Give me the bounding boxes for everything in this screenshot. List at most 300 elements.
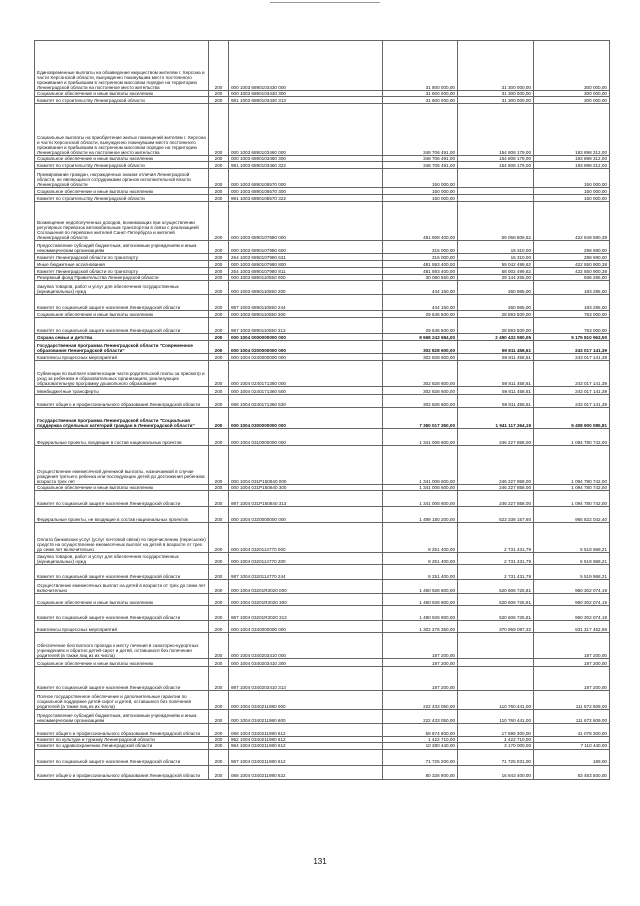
- row-remaining-amount: 1 094 780 742,00: [534, 429, 610, 446]
- table-row: [35, 202, 610, 241]
- table-row: [35, 633, 610, 659]
- row-executed-amount: 71 725 031,00: [458, 749, 534, 765]
- row-remaining-amount: 187 200,00: [534, 633, 610, 659]
- table-row: [35, 195, 610, 202]
- row-executed-amount: 16 310,00: [458, 241, 534, 254]
- row-name: Комитет по социальной защите населения Ленинградской области: [35, 667, 209, 691]
- row-remaining-amount: 150 000,00: [534, 169, 610, 188]
- row-name: Комитет по строительству Ленинградской области: [35, 97, 209, 104]
- table-row: [35, 580, 610, 594]
- row-executed-amount: 520 606 725,81: [458, 606, 534, 621]
- row-classification-code: 981 1003 6890103460 322: [229, 162, 383, 169]
- table-row: [35, 749, 610, 765]
- row-name: Комитет по социальной защите населения Ленинградской области: [35, 565, 209, 580]
- row-line-code: 200: [209, 507, 229, 523]
- row-name: Иные бюджетные ассигнования: [35, 261, 209, 268]
- table-row: [35, 241, 610, 254]
- row-approved-amount: 187 200,00: [383, 659, 458, 667]
- table-row: [35, 594, 610, 606]
- row-approved-amount: 302 828 600,00: [383, 361, 458, 387]
- row-approved-amount: 1 341 008 600,00: [383, 446, 458, 485]
- row-name: Закупка товаров, работ и услуг для обеспечения государственных (муниципальных) нужд: [35, 553, 209, 565]
- row-executed-amount: 520 606 725,81: [458, 594, 534, 606]
- row-classification-code: 000 1003 6890110550 200: [229, 281, 383, 295]
- row-remaining-amount: 187 200,00: [534, 659, 610, 667]
- row-classification-code: 000 1004 0000000000 000: [229, 334, 383, 341]
- row-approved-amount: 187 200,00: [383, 667, 458, 691]
- row-line-code: 200: [209, 104, 229, 156]
- row-classification-code: 000 1004 03201R3020 000: [229, 580, 383, 594]
- row-name: Комплексы процессных мероприятий: [35, 354, 209, 361]
- row-line-code: 200: [209, 41, 229, 91]
- row-remaining-amount: 243 017 141,39: [534, 361, 610, 387]
- row-remaining-amount: 298 690,00: [534, 241, 610, 254]
- row-classification-code: 000 1004 03201R3020 300: [229, 594, 383, 606]
- row-remaining-amount: 193 898 312,00: [534, 162, 610, 169]
- row-remaining-amount: 422 849 590,38: [534, 202, 610, 241]
- row-line-code: 200: [209, 188, 229, 195]
- row-name: Социальное обеспечение и иные выплаты населению: [35, 659, 209, 667]
- row-executed-amount: 370 959 097,32: [458, 621, 534, 633]
- row-approved-amount: 7 350 017 350,00: [383, 408, 458, 429]
- row-classification-code: 000 1003 6890103430 000: [229, 41, 383, 91]
- row-remaining-amount: 150 000,00: [534, 188, 610, 195]
- row-line-code: 200: [209, 281, 229, 295]
- row-line-code: 200: [209, 354, 229, 361]
- row-classification-code: 981 1003 6890105570 322: [229, 195, 383, 202]
- row-line-code: 200: [209, 408, 229, 429]
- table-row: [35, 162, 610, 169]
- row-approved-amount: 29 646 500,00: [383, 318, 458, 334]
- row-name: Охрана семьи и детства: [35, 334, 209, 341]
- table-row: [35, 41, 610, 91]
- row-approved-amount: 150 000,00: [383, 188, 458, 195]
- table-row: [35, 491, 610, 507]
- row-executed-amount: 246 227 858,00: [458, 429, 534, 446]
- row-line-code: 200: [209, 737, 229, 743]
- top-rule: [270, 2, 380, 3]
- row-line-code: 200: [209, 261, 229, 268]
- row-line-code: 200: [209, 523, 229, 553]
- row-executed-amount: 29 144 265,00: [458, 275, 534, 281]
- row-line-code: 200: [209, 361, 229, 387]
- row-classification-code: 068 1004 0240171360 530: [229, 395, 383, 408]
- row-classification-code: 000 1003 6890110550 000: [229, 275, 383, 281]
- table-row: [35, 334, 610, 341]
- table-row: [35, 553, 610, 565]
- row-remaining-amount: 243 017 141,39: [534, 395, 610, 408]
- row-approved-amount: 444 150,00: [383, 295, 458, 311]
- row-name: Предоставление субсидий бюджетным, автономным учреждениям и иным некоммерческим организациям: [35, 710, 209, 724]
- row-name: Субвенции по выплате компенсации части родительской платы за присмотр и уход за ребенком в образовательных организациях, реализующих образовательную программу дошкольного образования: [35, 361, 209, 387]
- row-name: Оплата банковских услуг (услуг почтовой связи) по перечислению (пересылке) средств на осуществление ежемесячных выплат на детей в возрасте от трех до семи лет включительно: [35, 523, 209, 553]
- row-line-code: 200: [209, 318, 229, 334]
- row-classification-code: 000 1003 6890110550 300: [229, 311, 383, 318]
- row-remaining-amount: 965 822 042,40: [534, 507, 610, 523]
- row-approved-amount: 1 422 710,00: [383, 737, 458, 743]
- row-line-code: 200: [209, 241, 229, 254]
- row-name: Возмещение недополученных доходов, возникающих при осуществлении регулярных перевозок автомобильным транспортом в связи с реализацией Соглашения по перевозке жителей Санкт-Петербурга и жителей Ленинградской области: [35, 202, 209, 241]
- row-approved-amount: 348 706 491,00: [383, 162, 458, 169]
- row-line-code: 200: [209, 621, 229, 633]
- row-classification-code: 000 1004 0340203410 300: [229, 659, 383, 667]
- row-approved-amount: 29 646 500,00: [383, 311, 458, 318]
- table-row: [35, 281, 610, 295]
- row-name: Социальное обеспечение и иные выплаты населению: [35, 91, 209, 97]
- row-classification-code: 000 1003 6890107980 600: [229, 241, 383, 254]
- row-classification-code: 000 1003 6890103430 300: [229, 91, 383, 97]
- row-remaining-amount: 7 110 440,00: [534, 743, 610, 749]
- table-row: [35, 318, 610, 334]
- row-approved-amount: 1 341 008 600,00: [383, 491, 458, 507]
- row-classification-code: 000 1003 6890105570 000: [229, 169, 383, 188]
- row-line-code: 200: [209, 765, 229, 779]
- row-approved-amount: 8 668 243 684,00: [383, 334, 458, 341]
- row-remaining-amount: 5 408 900 085,81: [534, 408, 610, 429]
- row-remaining-amount: 1 094 780 742,00: [534, 446, 610, 485]
- row-executed-amount: 59 811 458,61: [458, 395, 534, 408]
- row-executed-amount: 59 811 458,61: [458, 387, 534, 395]
- row-classification-code: 987 1003 6890110550 244: [229, 295, 383, 311]
- row-line-code: 200: [209, 97, 229, 104]
- row-approved-amount: 302 828 600,00: [383, 395, 458, 408]
- row-name: Федеральные проекты, входящие в состав национальных проектов: [35, 429, 209, 446]
- row-classification-code: 000 1003 6890103460 300: [229, 156, 383, 162]
- row-remaining-amount: 1 094 780 742,00: [534, 491, 610, 507]
- row-remaining-amount: 150 000,00: [534, 195, 610, 202]
- row-executed-amount: 58 002 499,62: [458, 268, 534, 275]
- row-line-code: 200: [209, 446, 229, 485]
- row-approved-amount: 302 828 600,00: [383, 387, 458, 395]
- row-executed-amount: 59 811 458,61: [458, 341, 534, 354]
- row-name: Комитет общего и профессионального образования Ленинградской области: [35, 765, 209, 779]
- row-name: Единовременные выплаты на обзаведение имуществом жителям г. Херсона и части Херсонской области, вынужденно покинувшим место постоянного проживания и прибывшим в экстренном массовом порядке на территорию Ленинградской области на постоянное место жительства: [35, 41, 209, 91]
- row-line-code: 200: [209, 311, 229, 318]
- row-remaining-amount: 111 672 609,00: [534, 710, 610, 724]
- row-name: Резервный фонд Правительства Ленинградской области: [35, 275, 209, 281]
- row-approved-amount: 481 908 400,00: [383, 202, 458, 241]
- row-approved-amount: 80 326 900,00: [383, 765, 458, 779]
- table-row: [35, 621, 610, 633]
- row-executed-amount: 154 808 179,00: [458, 156, 534, 162]
- row-name: Осуществление ежемесячной денежной выплаты, назначаемой в случае рождения третьего ребенка или последующих детей до достижения ребенком возраста трех лет: [35, 446, 209, 485]
- row-executed-amount: 59 811 458,61: [458, 354, 534, 361]
- table-row: [35, 395, 610, 408]
- row-line-code: 200: [209, 606, 229, 621]
- row-executed-amount: 110 760 441,00: [458, 691, 534, 710]
- row-line-code: 200: [209, 334, 229, 341]
- row-remaining-amount: 5 519 968,21: [534, 523, 610, 553]
- row-remaining-amount: 936 285,00: [534, 275, 610, 281]
- row-remaining-amount: 300 000,00: [534, 97, 610, 104]
- row-approved-amount: 10 280 440,00: [383, 743, 458, 749]
- row-line-code: 200: [209, 710, 229, 724]
- table-row: [35, 691, 610, 710]
- row-approved-amount: 1 302 276 350,00: [383, 621, 458, 633]
- row-line-code: 200: [209, 341, 229, 354]
- row-name: Социальное обеспечение и иные выплаты населению: [35, 156, 209, 162]
- table-row: [35, 254, 610, 261]
- row-name: Комплексы процессных мероприятий: [35, 621, 209, 633]
- row-classification-code: 000 1003 6890107980 800: [229, 261, 383, 268]
- row-executed-amount: 59 811 458,61: [458, 361, 534, 387]
- row-approved-amount: 222 433 050,00: [383, 710, 458, 724]
- row-line-code: 200: [209, 633, 229, 659]
- table-row: [35, 311, 610, 318]
- row-classification-code: 000 1004 0300000000 000: [229, 408, 383, 429]
- row-approved-amount: 31 600 000,00: [383, 97, 458, 104]
- row-executed-amount: 1 941 117 264,19: [458, 408, 534, 429]
- row-classification-code: 000 1004 0320114770 200: [229, 553, 383, 565]
- row-name: Социальное обеспечение и иные выплаты населению: [35, 311, 209, 318]
- row-line-code: 200: [209, 667, 229, 691]
- row-line-code: 200: [209, 553, 229, 565]
- row-executed-amount: 520 606 725,81: [458, 580, 534, 594]
- row-line-code: 200: [209, 491, 229, 507]
- row-classification-code: 962 1004 0340211980 612: [229, 737, 383, 743]
- row-name: Обеспечение бесплатного проезда к месту лечения в санаторно-курортных учреждениях и обратно детей-сирот и детей, оставшихся без попечения родителей (в также лиц из их числа): [35, 633, 209, 659]
- row-approved-amount: 444 150,00: [383, 281, 458, 295]
- row-name: Комитет по строительству Ленинградской области: [35, 162, 209, 169]
- table-row: [35, 268, 610, 275]
- row-classification-code: 987 1004 031P150840 313: [229, 491, 383, 507]
- table-row: [35, 104, 610, 156]
- row-executed-amount: 16 310,00: [458, 254, 534, 261]
- row-executed-amount: 31 300 000,00: [458, 41, 534, 91]
- row-approved-amount: 150 000,00: [383, 169, 458, 188]
- row-classification-code: 000 1004 0310000000 000: [229, 429, 383, 446]
- table-row: [35, 354, 610, 361]
- row-executed-amount: 31 300 000,00: [458, 97, 534, 104]
- row-approved-amount: 31 800 000,00: [383, 41, 458, 91]
- row-classification-code: 000 1003 6890107980 000: [229, 202, 383, 241]
- row-name: Межбюджетные трансферты: [35, 387, 209, 395]
- row-approved-amount: 1 489 180 200,00: [383, 507, 458, 523]
- table-row: [35, 724, 610, 737]
- row-executed-amount: 2 731 431,79: [458, 565, 534, 580]
- row-executed-amount: 246 227 858,00: [458, 446, 534, 485]
- row-executed-amount: 59 058 809,62: [458, 202, 534, 241]
- row-approved-amount: 481 593 400,00: [383, 268, 458, 275]
- row-executed-amount: 110 760 441,00: [458, 710, 534, 724]
- row-name: Комитет Ленинградской области по транспорту: [35, 268, 209, 275]
- row-executed-amount: 260 865,00: [458, 281, 534, 295]
- row-classification-code: 000 1004 0200000000 000: [229, 341, 383, 354]
- row-approved-amount: 8 251 400,00: [383, 565, 458, 580]
- table-row: [35, 387, 610, 395]
- row-name: Социальное обеспечение и иные выплаты населению: [35, 188, 209, 195]
- table-row: [35, 710, 610, 724]
- row-classification-code: 068 1004 0340211980 612: [229, 724, 383, 737]
- row-remaining-amount: 243 017 141,39: [534, 341, 610, 354]
- row-name: Комитет общего и профессионального образования Ленинградской области: [35, 395, 209, 408]
- table-row: [35, 261, 610, 268]
- row-classification-code: 987 1004 0320114770 244: [229, 565, 383, 580]
- row-executed-amount: 2 731 431,79: [458, 523, 534, 553]
- row-approved-amount: 71 725 200,00: [383, 749, 458, 765]
- row-line-code: 200: [209, 91, 229, 97]
- row-line-code: 200: [209, 580, 229, 594]
- row-remaining-amount: 960 302 074,19: [534, 594, 610, 606]
- row-remaining-amount: 753 000,00: [534, 318, 610, 334]
- row-remaining-amount: 243 017 141,39: [534, 354, 610, 361]
- row-classification-code: 068 1004 0340211980 622: [229, 765, 383, 779]
- row-name: Комитет по строительству Ленинградской области: [35, 195, 209, 202]
- row-remaining-amount: 183 285,00: [534, 281, 610, 295]
- row-remaining-amount: 300 000,00: [534, 91, 610, 97]
- table-row: [35, 606, 610, 621]
- row-remaining-amount: 422 550 900,38: [534, 261, 610, 268]
- row-approved-amount: 315 000,00: [383, 241, 458, 254]
- row-name: Социальные выплаты на приобретение жилых помещений жителям г. Херсона и части Херсонской области, вынужденно покинувшим место постоянного проживания и прибывшим в экстренном массовом порядке на территорию Ленинградской области на постоянное место жительства: [35, 104, 209, 156]
- row-remaining-amount: 243 017 141,39: [534, 387, 610, 395]
- row-approved-amount: 150 000,00: [383, 195, 458, 202]
- row-name: Государственная программа Ленинградской области "Социальная поддержка отдельных категорий граждан в Ленинградской области": [35, 408, 209, 429]
- row-classification-code: 987 1004 0340203410 313: [229, 667, 383, 691]
- row-executed-amount: 31 300 000,00: [458, 91, 534, 97]
- row-name: Социальное обеспечение и иные выплаты населению: [35, 594, 209, 606]
- row-executed-amount: 246 227 858,00: [458, 485, 534, 491]
- table-row: [35, 659, 610, 667]
- row-name: Комитет общего и профессионального образования Ленинградской области: [35, 724, 209, 737]
- row-approved-amount: 30 080 550,00: [383, 275, 458, 281]
- row-name: Осуществление ежемесячных выплат на детей в возрасте от трех до семи лет включительно: [35, 580, 209, 594]
- row-executed-amount: 17 596 300,00: [458, 724, 534, 737]
- row-executed-amount: [458, 667, 534, 691]
- row-line-code: 200: [209, 169, 229, 188]
- row-executed-amount: [458, 195, 534, 202]
- row-approved-amount: 8 251 400,00: [383, 553, 458, 565]
- row-executed-amount: 154 808 179,00: [458, 162, 534, 169]
- row-approved-amount: 1 480 928 800,00: [383, 580, 458, 594]
- row-executed-amount: 1 422 710,00: [458, 737, 534, 743]
- row-classification-code: 000 1004 031P150840 300: [229, 485, 383, 491]
- row-approved-amount: 1 341 008 600,00: [383, 429, 458, 446]
- row-remaining-amount: 5 175 810 963,50: [534, 334, 610, 341]
- row-classification-code: 000 1004 0340211980 000: [229, 691, 383, 710]
- row-name: Комитет по социальной защите населения Ленинградской области: [35, 491, 209, 507]
- table-row: [35, 429, 610, 446]
- row-remaining-amount: 931 317 452,68: [534, 621, 610, 633]
- row-name: Комитет по социальной защите населения Ленинградской области: [35, 606, 209, 621]
- row-classification-code: 981 1003 6890103430 313: [229, 97, 383, 104]
- row-executed-amount: 16 843 400,00: [458, 765, 534, 779]
- row-executed-amount: 260 865,00: [458, 295, 534, 311]
- row-name: Предоставление субсидий бюджетным, автономным учреждениям и иным некоммерческим организациям: [35, 241, 209, 254]
- row-line-code: 200: [209, 387, 229, 395]
- row-executed-amount: 246 227 858,00: [458, 491, 534, 507]
- table-row: [35, 667, 610, 691]
- row-classification-code: 000 1004 0240171360 500: [229, 387, 383, 395]
- row-approved-amount: 348 706 491,00: [383, 104, 458, 156]
- row-classification-code: 000 1003 6890105570 300: [229, 188, 383, 195]
- row-name: Социальное обеспечение и иные выплаты населению: [35, 485, 209, 491]
- row-line-code: 200: [209, 749, 229, 765]
- table-row: [35, 408, 610, 429]
- row-executed-amount: 28 893 500,00: [458, 311, 534, 318]
- table-row: [35, 507, 610, 523]
- row-line-code: 200: [209, 275, 229, 281]
- row-remaining-amount: 187 200,00: [534, 667, 610, 691]
- row-name: Государственная программа Ленинградской области "Современное образование Ленинградской области": [35, 341, 209, 354]
- row-line-code: 200: [209, 485, 229, 491]
- row-executed-amount: 3 170 000,00: [458, 743, 534, 749]
- row-line-code: 200: [209, 195, 229, 202]
- row-line-code: 200: [209, 565, 229, 580]
- row-remaining-amount: 960 302 074,19: [534, 580, 610, 594]
- row-remaining-amount: 960 302 074,19: [534, 606, 610, 621]
- table-row: [35, 523, 610, 553]
- table-row: [35, 169, 610, 188]
- row-classification-code: 000 1003 6890103460 000: [229, 104, 383, 156]
- row-name: Комитет Ленинградской области по транспорту: [35, 254, 209, 261]
- row-remaining-amount: 111 672 609,00: [534, 691, 610, 710]
- row-name: Комитет по культуре и туризму Ленинградской области: [35, 737, 209, 743]
- row-name: Премирование граждан, награжденных знаком отличия Ленинградской области, не являющихся сотрудниками органов исполнительной власти Ленинградской области: [35, 169, 209, 188]
- row-classification-code: 000 1004 0320000000 000: [229, 507, 383, 523]
- row-line-code: 200: [209, 743, 229, 749]
- row-approved-amount: 58 674 600,00: [383, 724, 458, 737]
- table-row: [35, 765, 610, 779]
- row-approved-amount: 1 480 928 800,00: [383, 594, 458, 606]
- row-approved-amount: 31 600 000,00: [383, 91, 458, 97]
- row-name: Комитет по социальной защите населения Ленинградской области: [35, 749, 209, 765]
- table-row: [35, 295, 610, 311]
- row-approved-amount: 8 251 400,00: [383, 523, 458, 553]
- row-line-code: 200: [209, 691, 229, 710]
- row-name: Закупка товаров, работ и услуг для обеспечения государственных (муниципальных) нужд: [35, 281, 209, 295]
- table-row: [35, 361, 610, 387]
- row-name: Федеральные проекты, не входящие в состав национальных проектов: [35, 507, 209, 523]
- row-approved-amount: 187 200,00: [383, 633, 458, 659]
- row-remaining-amount: 5 519 968,21: [534, 565, 610, 580]
- row-executed-amount: 2 731 431,79: [458, 553, 534, 565]
- row-name: Комитет по социальной защите населения Ленинградской области: [35, 295, 209, 311]
- row-approved-amount: 302 828 600,00: [383, 354, 458, 361]
- row-classification-code: 000 1004 0340211980 600: [229, 710, 383, 724]
- row-executed-amount: 59 042 499,62: [458, 261, 534, 268]
- row-approved-amount: 348 706 491,00: [383, 156, 458, 162]
- row-remaining-amount: 1 094 780 742,00: [534, 485, 610, 491]
- row-remaining-amount: 183 285,00: [534, 295, 610, 311]
- row-remaining-amount: 298 690,00: [534, 254, 610, 261]
- row-line-code: 200: [209, 254, 229, 261]
- row-remaining-amount: 41 078 300,00: [534, 724, 610, 737]
- row-approved-amount: 1 480 928 800,00: [383, 606, 458, 621]
- table-row: [35, 565, 610, 580]
- row-executed-amount: 523 338 157,60: [458, 507, 534, 523]
- row-line-code: 200: [209, 724, 229, 737]
- row-remaining-amount: 753 000,00: [534, 311, 610, 318]
- table-row: [35, 341, 610, 354]
- row-approved-amount: 481 593 400,00: [383, 261, 458, 268]
- row-remaining-amount: 169,00: [534, 749, 610, 765]
- row-classification-code: 254 1003 6890107980 811: [229, 268, 383, 275]
- row-classification-code: 987 1004 03201R3020 313: [229, 606, 383, 621]
- row-approved-amount: 222 433 050,00: [383, 691, 458, 710]
- row-line-code: 200: [209, 202, 229, 241]
- row-name: Комитет по социальной защите населения Ленинградской области: [35, 318, 209, 334]
- row-line-code: 200: [209, 156, 229, 162]
- row-approved-amount: 1 341 008 600,00: [383, 485, 458, 491]
- table-row: [35, 446, 610, 485]
- page-number: 131: [313, 857, 327, 866]
- row-approved-amount: 302 828 600,00: [383, 341, 458, 354]
- row-remaining-amount: 5 519 968,21: [534, 553, 610, 565]
- row-classification-code: 984 1004 0340211980 612: [229, 743, 383, 749]
- row-executed-amount: 154 808 179,00: [458, 104, 534, 156]
- row-classification-code: 000 1004 0240000000 000: [229, 354, 383, 361]
